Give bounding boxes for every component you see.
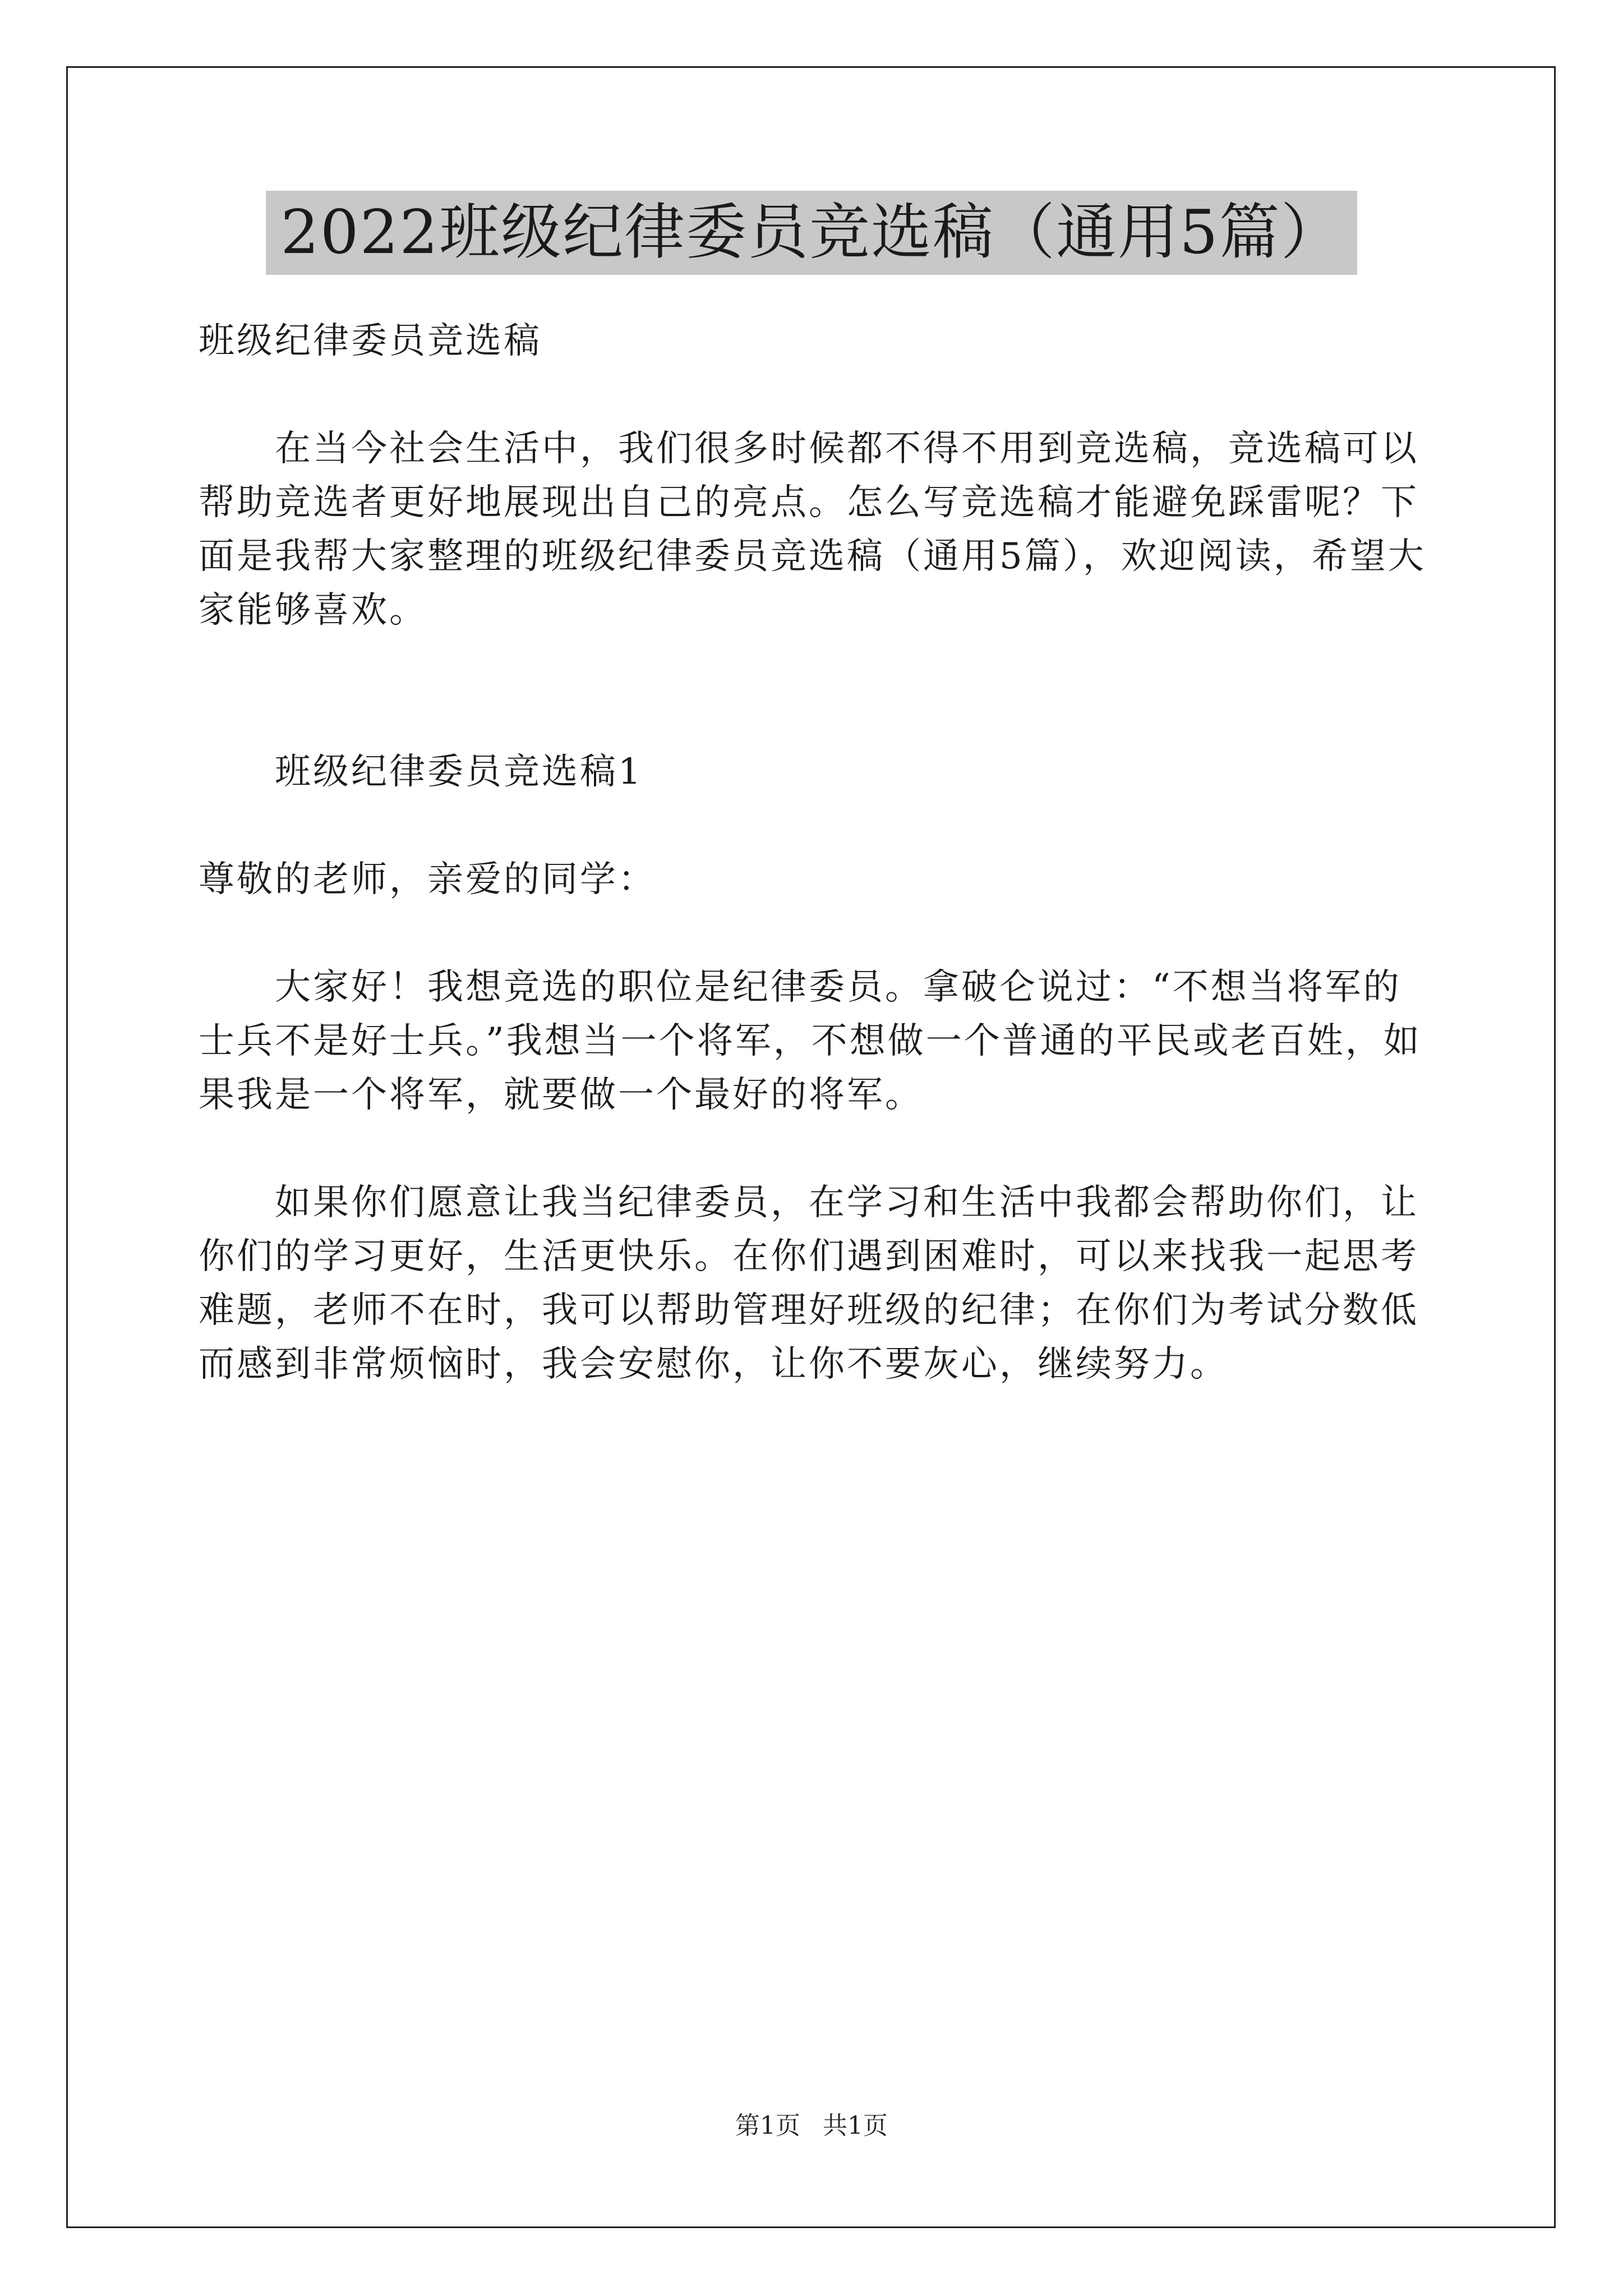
body-paragraph: 大家好！我想竞选的职位是纪律委员。拿破仑说过：“不想当将军的士兵不是好士兵。”我想当一个将军，不想做一个普通的平民或老百姓，如果我是一个将军，就要做一个最好的将军。 (199, 967, 1422, 1116)
page-footer (0, 2109, 1623, 2143)
section-spacer (199, 691, 1432, 745)
salutation: 尊敬的老师，亲爱的同学： (199, 859, 656, 900)
document-title: 2022班级纪律委员竞选稿（通用5篇） (266, 191, 1357, 275)
subtitle: 班级纪律委员竞选稿 (199, 320, 542, 362)
body-paragraph: 如果你们愿意让我当纪律委员，在学习和生活中我都会帮助你们，让你们的学习更好，生活更快乐。在你们遇到困难时，可以来找我一起思考难题，老师不在时，我可以帮助管理好班级的纪律；在你们为考试分数低而感到非常烦恼时，我会安慰你，让你不要灰心，继续努力。 (199, 1182, 1419, 1385)
document-body (199, 314, 1432, 1445)
page-number: 第1页 (735, 2111, 800, 2140)
page-total: 共1页 (823, 2111, 888, 2140)
title-container (0, 191, 1623, 275)
intro-paragraph: 在当今社会生活中，我们很多时候都不得不用到竞选稿，竞选稿可以帮助竞选者更好地展现出自己的亮点。怎么写竞选稿才能避免踩雷呢？下面是我帮大家整理的班级纪律委员竞选稿（通用5篇），欢迎阅读，希望大家能够喜欢。 (199, 428, 1426, 631)
section-heading: 班级纪律委员竞选稿1 (275, 751, 643, 793)
